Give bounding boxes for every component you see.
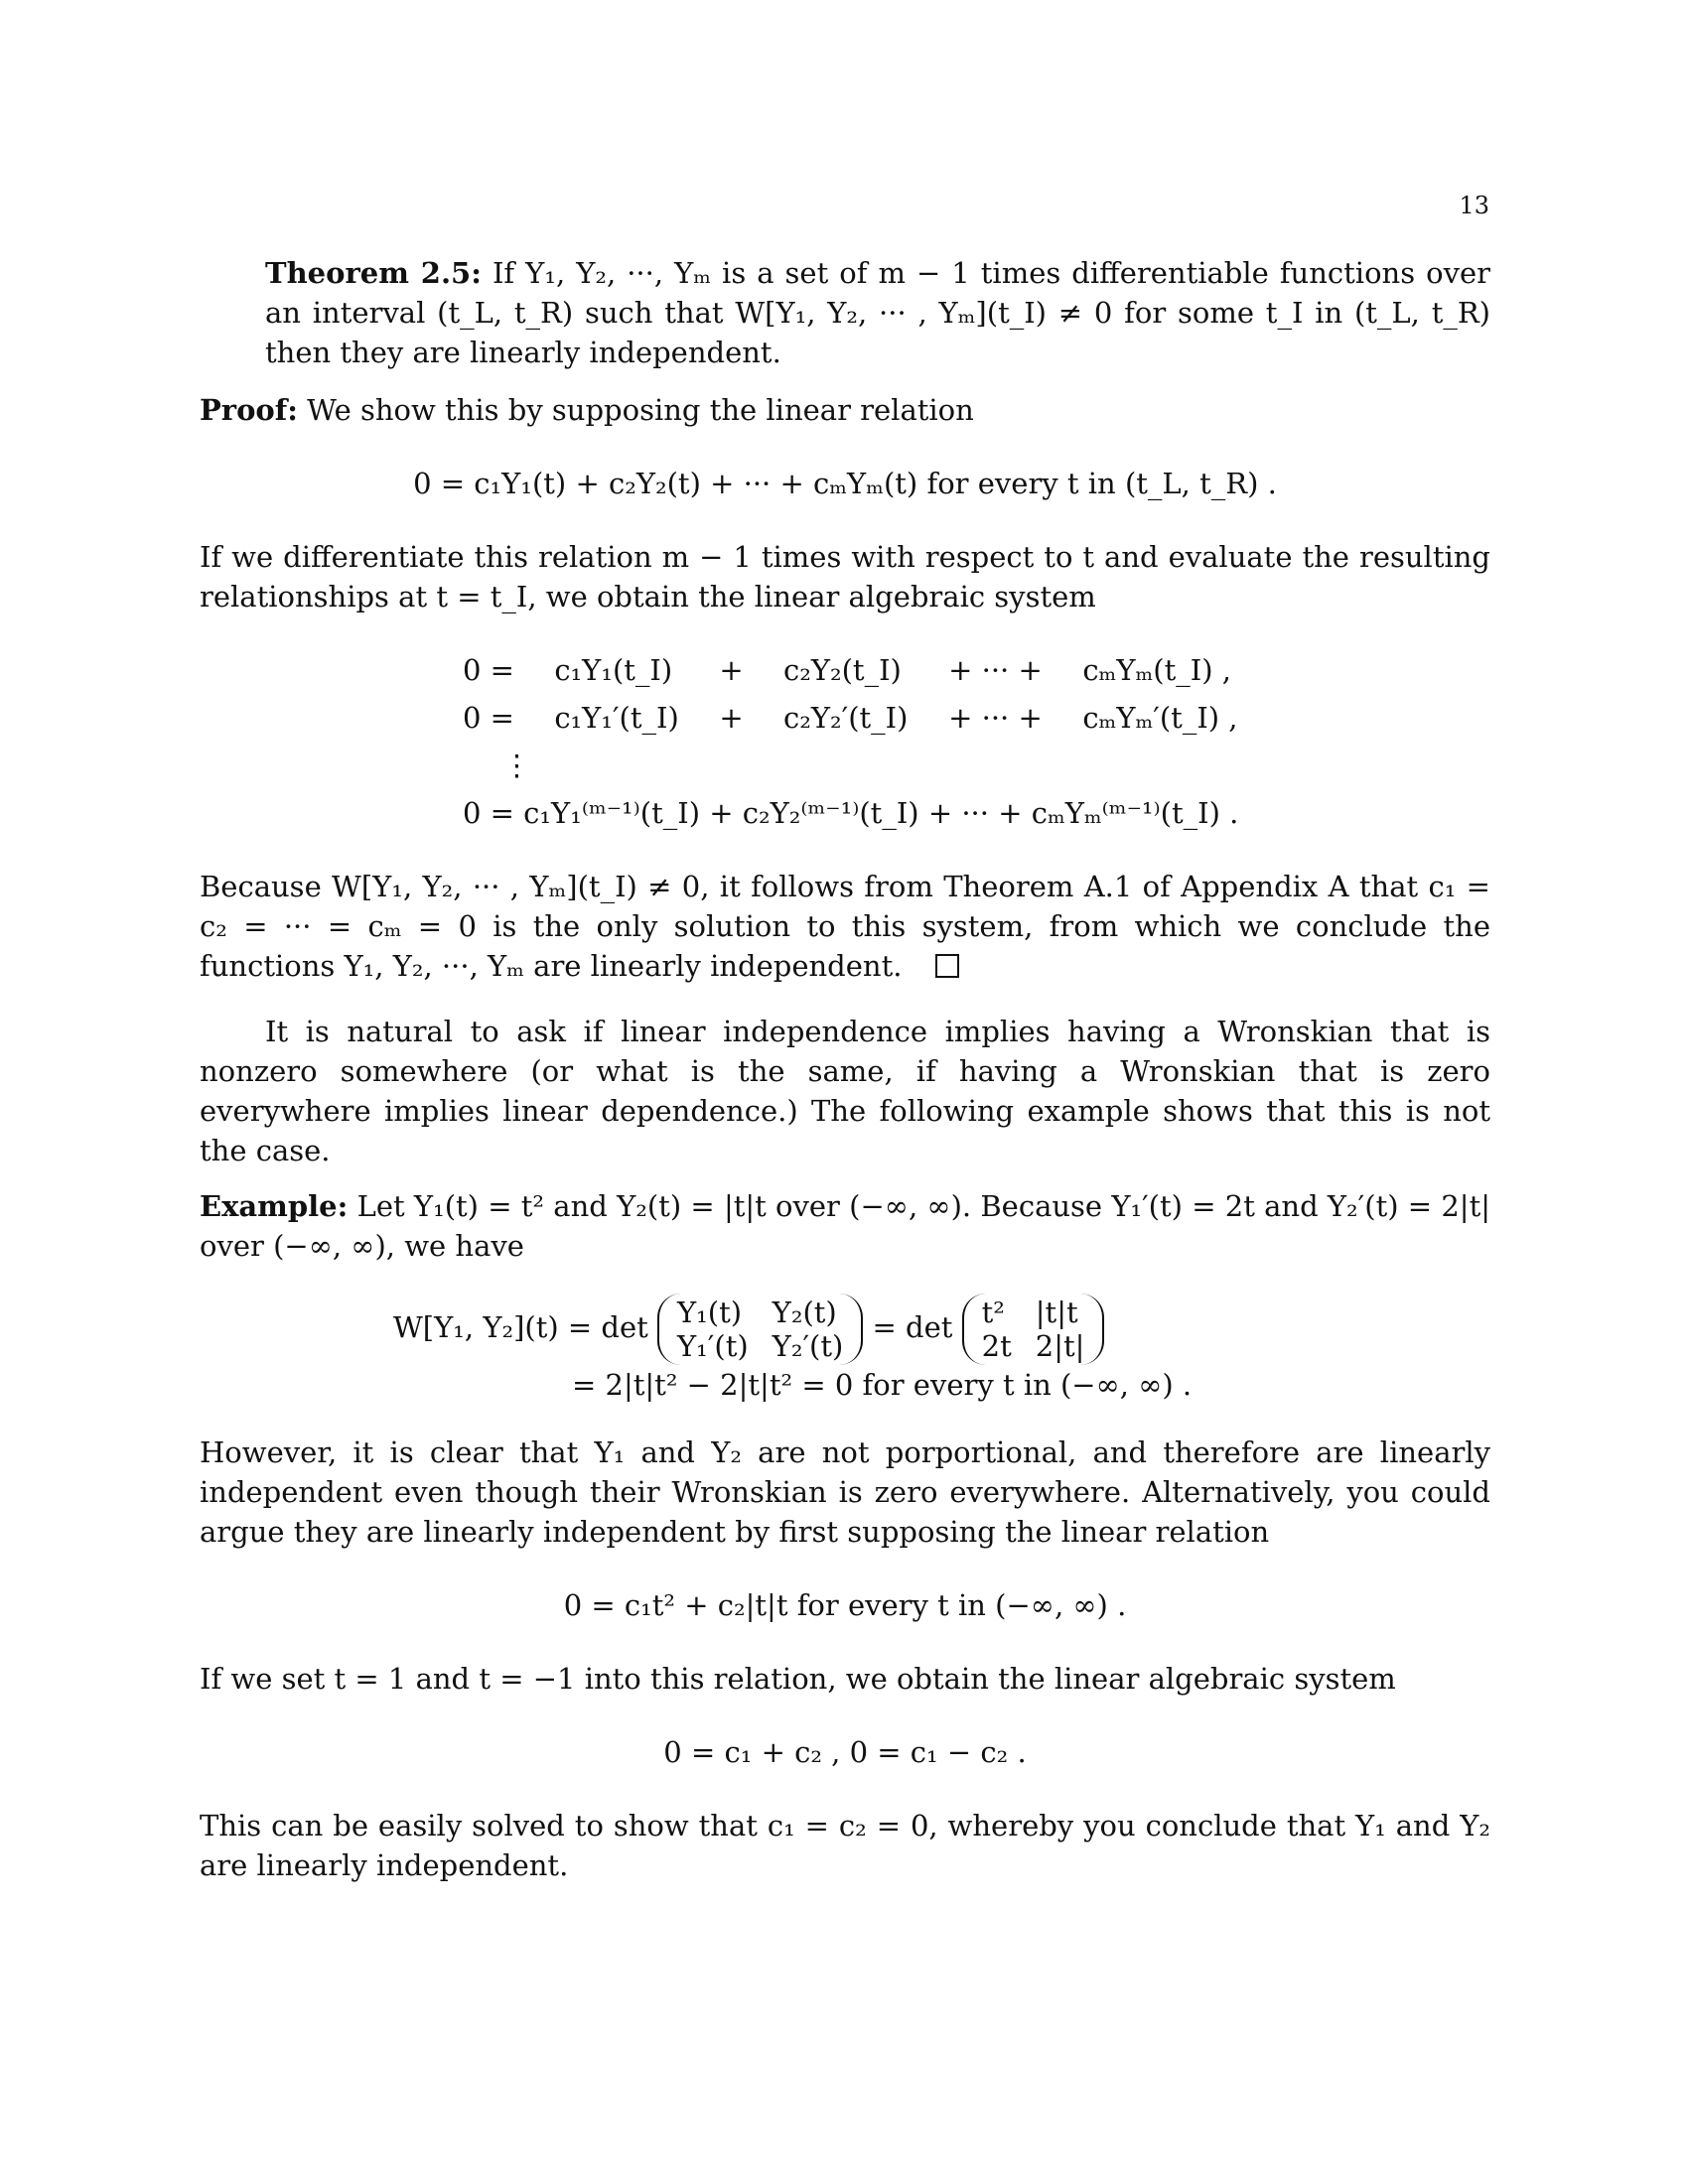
system-row bbox=[443, 789, 1258, 837]
matrix-entry: Y₁′(t) bbox=[677, 1329, 749, 1363]
example-text: Let Y₁(t) = t² and Y₂(t) = |t|t over (−∞, ∞). Because Y₁′(t) = 2t and Y₂′(t) = 2|t| over (−∞, ∞), we have bbox=[200, 1189, 1491, 1263]
theorem-label: Theorem 2.5: bbox=[265, 256, 482, 290]
system-cell: c₂Y₂′(t_I) bbox=[782, 701, 909, 735]
system-row bbox=[443, 742, 1258, 789]
example-label: Example: bbox=[200, 1189, 349, 1223]
matrix-entry: |t|t bbox=[1035, 1296, 1078, 1329]
two-equation-system: 0 = c₁ + c₂ , 0 = c₁ − c₂ . bbox=[663, 1735, 1027, 1769]
differentiate-paragraph: If we differentiate this relation m − 1 times with respect to t and evaluate the resulting relationships at t = t_I, we obtain the linear algebraic system bbox=[200, 540, 1490, 614]
qed-box-icon bbox=[935, 954, 959, 978]
system-cell: c₁Y₁′(t_I) bbox=[554, 701, 679, 735]
proof-intro bbox=[200, 390, 1490, 430]
page-number: 13 bbox=[1459, 192, 1489, 219]
theorem-text: If Y₁, Y₂, ···, Yₘ is a set of m − 1 times differentiable functions over an interval (t_L, t_R) such that W[Y₁, Y₂, ··· , Yₘ](t_I) ≠ 0 for some t_I in (t_L, t_R) then they are linearly independent. bbox=[265, 256, 1490, 369]
system-row bbox=[443, 694, 1258, 742]
proof-intro-text: We show this by supposing the linear relation bbox=[307, 393, 974, 427]
system-cell: + ··· + bbox=[948, 701, 1043, 735]
discussion-paragraph: It is natural to ask if linear independence implies having a Wronskian that is nonzero somewhere (or what is the same, if having a Wronskian that is zero everywhere implies linear dependence.) The following example shows that this is not the case. bbox=[200, 1015, 1490, 1167]
matrix-entry: t² bbox=[981, 1296, 1005, 1329]
matrix-entry: Y₁(t) bbox=[677, 1296, 743, 1329]
proof-conclusion bbox=[200, 867, 1490, 986]
matrix-entry: Y₂(t) bbox=[772, 1296, 837, 1329]
set-t-paragraph: If we set t = 1 and t = −1 into this relation, we obtain the linear algebraic system bbox=[200, 1662, 1396, 1696]
system-cell: 0 = bbox=[463, 701, 514, 735]
matrix-entry: Y₂′(t) bbox=[772, 1329, 844, 1363]
wronskian-matrix-functions bbox=[657, 1294, 863, 1365]
wronskian-matrix-values bbox=[962, 1294, 1105, 1365]
system-row bbox=[443, 646, 1258, 694]
system-cell: cₘYₘ′(t_I) , bbox=[1082, 701, 1238, 735]
linear-algebraic-system bbox=[443, 646, 1258, 837]
final-paragraph: This can be easily solved to show that c₁ = c₂ = 0, whereby you conclude that Y₁ and Y₂ are linearly independent. bbox=[200, 1809, 1490, 1882]
system-cell: + bbox=[719, 653, 744, 687]
wronskian-row-2: = 2|t|t² − 2|t|t² = 0 for every t in (−∞, ∞) . bbox=[572, 1368, 1193, 1402]
proof-label: Proof: bbox=[200, 393, 298, 427]
relation-equation: 0 = c₁t² + c₂|t|t for every t in (−∞, ∞) . bbox=[563, 1588, 1127, 1622]
vertical-ellipsis: ⋮ bbox=[502, 749, 531, 782]
page-body bbox=[200, 253, 1490, 1885]
system-last-row: 0 = c₁Y₁⁽ᵐ⁻¹⁾(t_I) + c₂Y₂⁽ᵐ⁻¹⁾(t_I) + ··· + cₘYₘ⁽ᵐ⁻¹⁾(t_I) . bbox=[463, 796, 1239, 830]
system-cell: c₁Y₁(t_I) bbox=[554, 653, 673, 687]
however-paragraph: However, it is clear that Y₁ and Y₂ are not porportional, and therefore are linearly independent even though their Wronskian is zero everywhere. Alternatively, you could argue they are linearly independent by first supposing the linear relation bbox=[200, 1435, 1490, 1549]
wronskian-equals-det: = det bbox=[872, 1310, 953, 1344]
theorem-2-5 bbox=[265, 253, 1490, 372]
matrix-entry: 2|t| bbox=[1035, 1329, 1085, 1363]
system-cell: 0 = bbox=[463, 653, 514, 687]
example-paragraph bbox=[200, 1186, 1490, 1266]
system-cell: + bbox=[719, 701, 744, 735]
system-cell: + ··· + bbox=[948, 653, 1043, 687]
matrix-entry: 2t bbox=[981, 1329, 1012, 1363]
wronskian-equation bbox=[393, 1294, 1490, 1405]
wronskian-row-1 bbox=[393, 1294, 1490, 1365]
wronskian-lhs: W[Y₁, Y₂](t) = det bbox=[393, 1310, 648, 1344]
system-cell: cₘYₘ(t_I) , bbox=[1082, 653, 1231, 687]
system-cell: c₂Y₂(t_I) bbox=[782, 653, 902, 687]
linear-relation-equation: 0 = c₁Y₁(t) + c₂Y₂(t) + ··· + cₘYₘ(t) for every t in (t_L, t_R) . bbox=[413, 467, 1277, 500]
proof-conclusion-text: Because W[Y₁, Y₂, ··· , Yₘ](t_I) ≠ 0, it follows from Theorem A.1 of Appendix A that c₁ = c₂ = ··· = cₘ = 0 is the only solution to this system, from which we conclude the functions Y₁, Y₂, ···, Yₘ are linearly independent. bbox=[200, 870, 1490, 983]
